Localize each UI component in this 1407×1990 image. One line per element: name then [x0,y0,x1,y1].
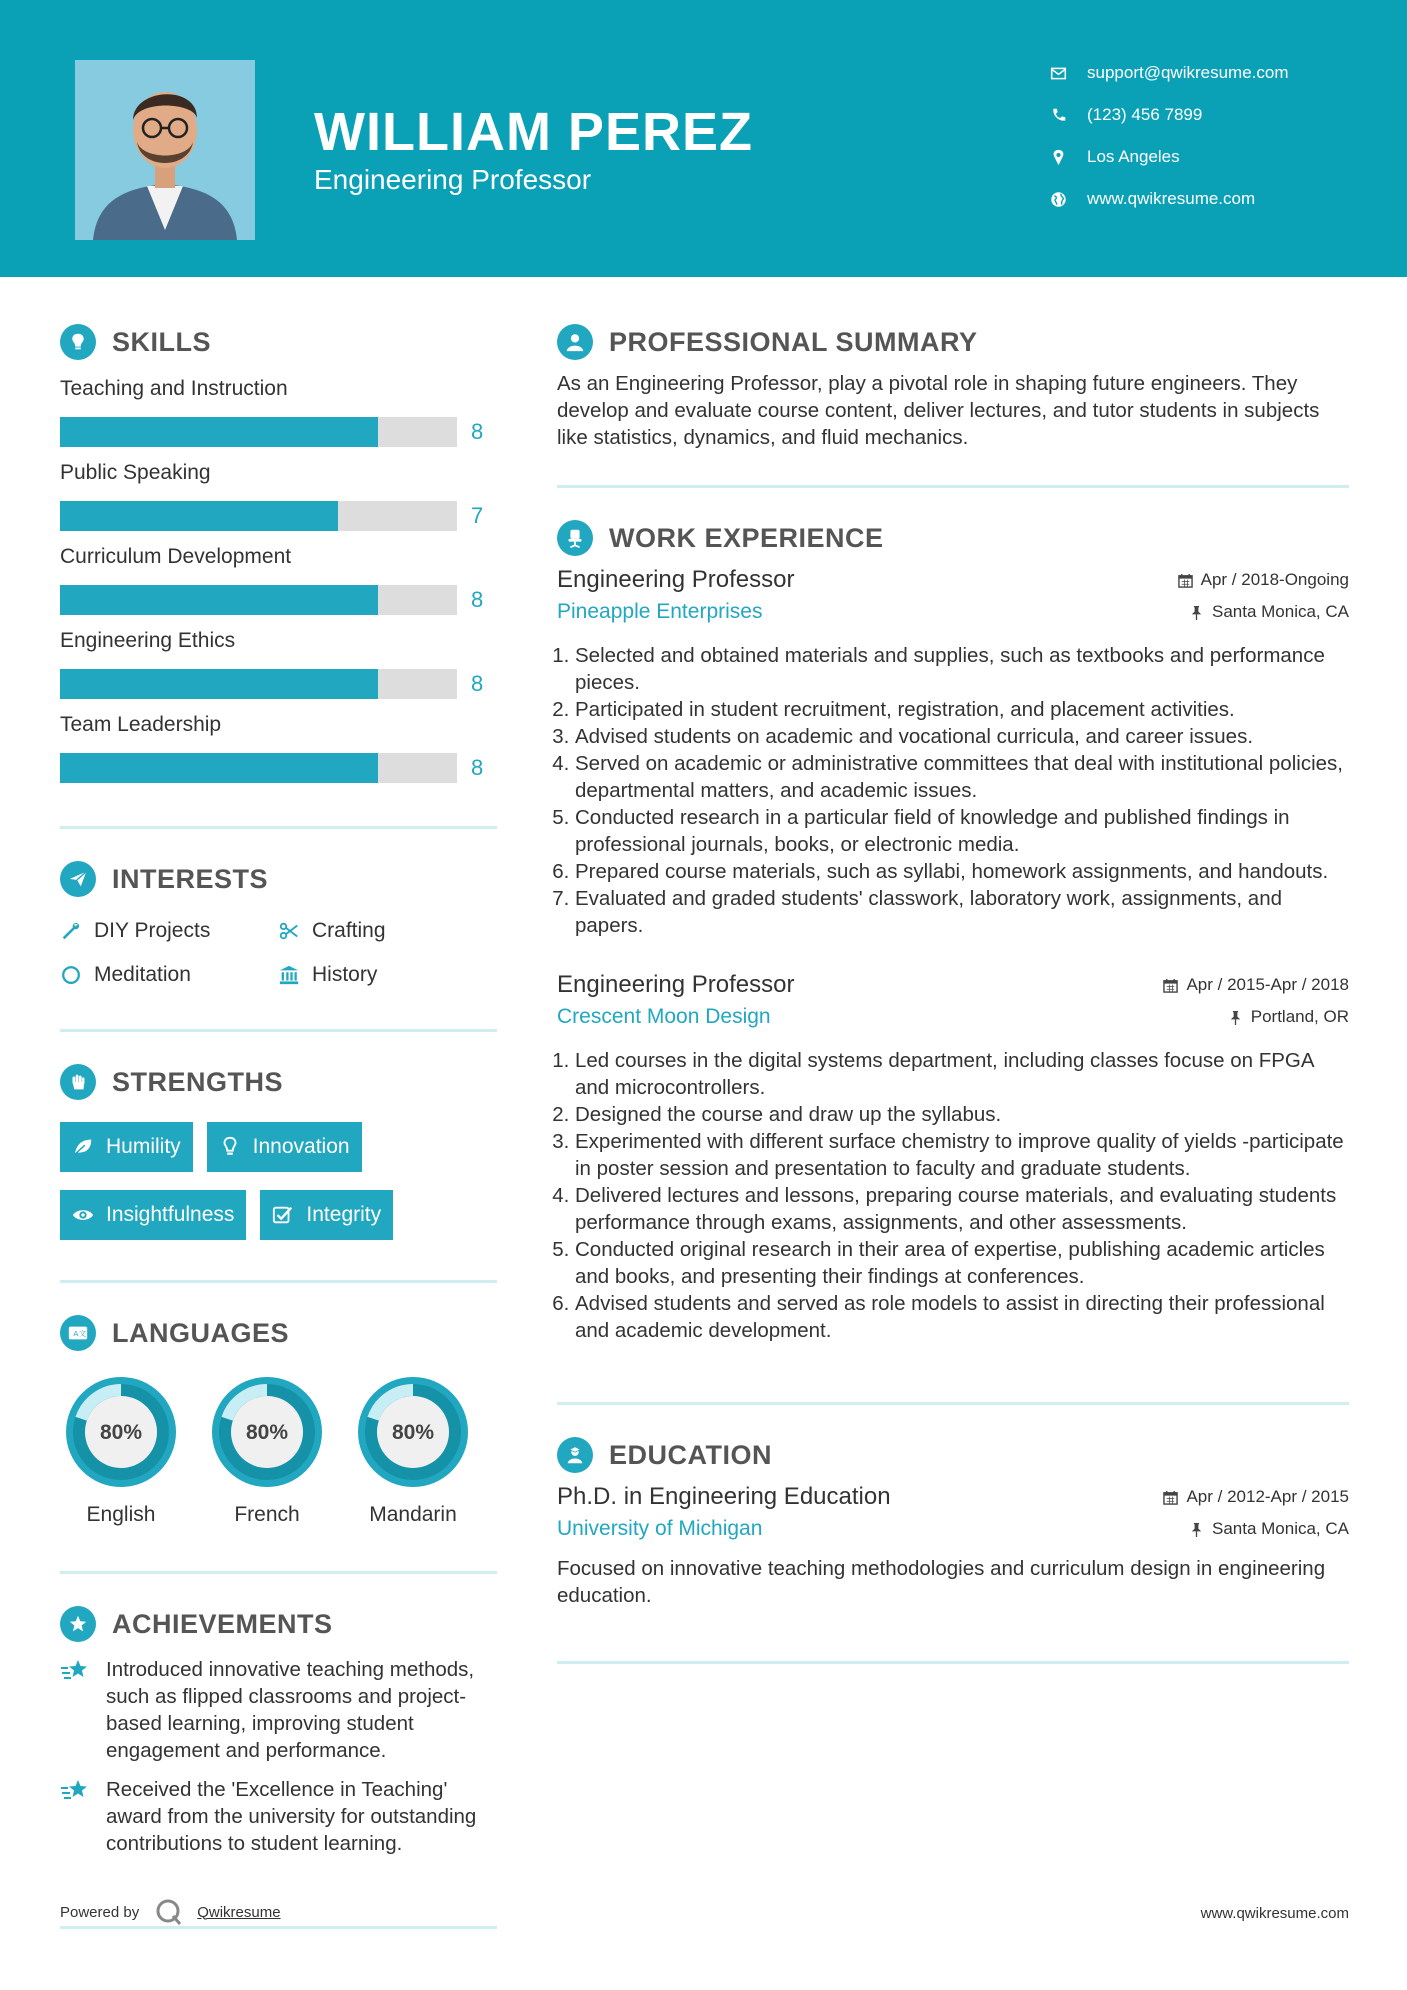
job-meta [1178,564,1349,628]
qwikresume-logo-icon [155,1898,183,1926]
education-header [557,1433,1349,1477]
contact-email-text: support@qwikresume.com [1087,63,1289,82]
shooting-star-icon [60,1778,90,1804]
skill-bar-row [60,752,497,784]
contact-location-text: Los Angeles [1087,147,1180,166]
languages-section [60,1311,497,1531]
museum-icon [278,964,300,986]
strength-tag [60,1190,246,1240]
language-donut [206,1371,328,1493]
job-dates [1163,969,1349,1001]
duty-item: 4. Served on academic or administrative committees that deal with institutional policies, departmental matters, and academic issues. [575,750,1349,804]
language-item [352,1371,474,1531]
shooting-star-icon [60,1658,90,1684]
contact-website[interactable] [1050,178,1370,220]
phone-icon [1050,107,1067,124]
job-location [1178,596,1349,628]
office-chair-icon [557,520,593,556]
section-divider [60,1029,497,1032]
skill-bar-row [60,416,497,448]
envelope-icon [1050,65,1067,82]
job-entry [557,969,1349,1344]
experience-section [557,516,1349,1344]
language-percent: 80% [391,1421,435,1444]
duty-item: 1. Led courses in the digital systems department, including classes focuse on FPGA and microcontrollers. [575,1047,1349,1101]
skill-value: 8 [471,419,484,444]
language-donut [352,1371,474,1493]
interest-label: Crafting [312,919,386,942]
strengths-title: STRENGTHS [112,1066,284,1097]
language-donut [60,1371,182,1493]
interests-title: INTERESTS [112,863,269,894]
skill-value: 8 [471,587,484,612]
duty-item: 2. Designed the course and draw up the syllabus. [575,1101,1349,1128]
skills-title: SKILLS [112,326,212,357]
lightbulb-icon [219,1136,241,1158]
right-column [557,320,1349,1664]
job-title: Engineering Professor [557,971,795,998]
job-header [557,969,1349,1033]
duty-item: 4. Delivered lectures and lessons, preparing course materials, and evaluating students performance through exams, assignments, and other assessments. [575,1182,1349,1236]
section-divider [60,1280,497,1283]
skill-bar-row [60,584,497,616]
language-item [206,1371,328,1531]
paper-plane-icon [60,861,96,897]
user-icon [557,324,593,360]
language-name: Mandarin [369,1503,457,1526]
contact-phone[interactable] [1050,94,1370,136]
skill-item [60,458,497,532]
achievement-text: Introduced innovative teaching methods, such as flipped classrooms and project-based learning, improving student engagement and performance. [106,1658,475,1762]
graduate-icon [557,1437,593,1473]
language-name: French [234,1503,300,1526]
job-header [557,564,1349,628]
person-portrait-icon [75,60,255,240]
strength-label: Innovation [252,1135,350,1158]
education-meta [1163,1481,1349,1545]
calendar-icon [1163,1490,1178,1505]
skill-name: Teaching and Instruction [60,377,288,400]
strength-label: Integrity [306,1203,382,1226]
achievements-header [60,1602,497,1646]
skill-bar-row [60,500,497,532]
achievement-item [60,1656,497,1764]
education-dates-text: Apr / 2012-Apr / 2015 [1186,1487,1349,1506]
skill-fill [60,417,378,447]
languages-list [60,1371,497,1531]
languages-header [60,1311,497,1355]
education-dates [1163,1481,1349,1513]
strength-label: Insightfulness [106,1203,235,1226]
interest-item [278,959,496,991]
summary-section [557,320,1349,451]
contact-email[interactable] [1050,52,1370,94]
duty-item: 7. Evaluated and graded students' classwork, laboratory work, assignments, and papers. [575,885,1349,939]
calendar-icon [1178,573,1193,588]
summary-title: PROFESSIONAL SUMMARY [609,326,978,357]
skill-bar-row [60,668,497,700]
pushpin-icon [1189,1522,1204,1537]
interest-item [278,915,496,947]
circle-icon [60,964,82,986]
strength-tag [207,1122,362,1172]
language-card-icon [60,1315,96,1351]
job-duties [557,642,1349,939]
strength-label: Humility [106,1135,181,1158]
language-percent: 80% [245,1421,289,1444]
strength-tag [260,1190,393,1240]
candidate-name: WILLIAM PEREZ [314,102,753,162]
summary-header [557,320,1349,364]
duty-item: 3. Advised students on academic and vocational curricula, and career issues. [575,723,1349,750]
summary-text: As an Engineering Professor, play a pivotal role in shaping future engineers. They develop and evaluate course content, deliver lectures, and tutor students in subjects like statistics, dynamics, and fluid mechanics. [557,372,1320,449]
duty-item: 6. Advised students and served as role models to assist in directing their professional and academic development. [575,1290,1349,1344]
education-location [1163,1513,1349,1545]
job-location-text: Santa Monica, CA [1211,602,1349,621]
education-degree: Ph.D. in Engineering Education [557,1483,891,1510]
strengths-header [60,1060,497,1104]
education-location-text: Santa Monica, CA [1211,1519,1349,1538]
duty-item: 5. Conducted research in a particular field of knowledge and published findings in professional journals, books, or electronic media. [575,804,1349,858]
svg-text:A: A [73,1328,79,1338]
skill-item [60,710,497,784]
strengths-list [60,1122,497,1240]
job-company: Pineapple Enterprises [557,600,763,623]
interest-label: DIY Projects [94,919,211,942]
education-title: EDUCATION [609,1439,772,1470]
strengths-section [60,1060,497,1240]
job-meta [1163,969,1349,1033]
job-entry [557,564,1349,939]
candidate-role: Engineering Professor [314,164,592,195]
contact-location [1050,136,1370,178]
contact-list [1050,52,1370,220]
footer-website[interactable]: www.qwikresume.com [1200,1905,1349,1922]
skill-fill [60,501,338,531]
skill-value: 7 [471,503,484,528]
eye-icon [72,1204,94,1226]
language-name: English [86,1503,156,1526]
language-percent: 80% [99,1421,143,1444]
globe-icon [1050,191,1067,208]
achievements-section [60,1602,497,1857]
skill-fill [60,753,378,783]
job-location-text: Portland, OR [1250,1007,1349,1026]
interest-item [60,959,278,991]
pushpin-icon [1189,605,1204,620]
job-title: Engineering Professor [557,566,795,593]
experience-title: WORK EXPERIENCE [609,522,884,553]
skill-track [60,669,457,699]
languages-title: LANGUAGES [112,1317,290,1348]
powered-by-label: Powered by [60,1903,140,1921]
section-divider [60,826,497,829]
skill-track [60,753,457,783]
skill-track [60,501,457,531]
achievement-text: Received the 'Excellence in Teaching' award from the university for outstanding contributions to student learning. [106,1778,477,1855]
interest-label: Meditation [94,963,191,986]
education-school: University of Michigan [557,1517,763,1540]
achievement-item [60,1776,497,1857]
interest-item [60,915,278,947]
section-divider [557,1661,1349,1664]
calendar-icon [1163,978,1178,993]
profile-photo [75,60,255,240]
education-description: Focused on innovative teaching methodologies and curriculum design in engineering education. [557,1557,1326,1607]
education-entry-header [557,1481,1349,1545]
skill-item [60,626,497,700]
skill-name: Curriculum Development [60,545,292,568]
education-section [557,1433,1349,1609]
footer-divider [60,1926,497,1929]
interest-label: History [312,963,378,986]
interests-list [60,915,497,991]
skill-fill [60,669,378,699]
svg-text:文: 文 [78,1328,87,1338]
skills-section [60,320,497,784]
job-dates-text: Apr / 2018-Ongoing [1200,570,1349,589]
duty-item: 6. Prepared course materials, such as syllabi, homework assignments, and handouts. [575,858,1349,885]
skill-track [60,417,457,447]
job-location [1163,1001,1349,1033]
contact-website-text: www.qwikresume.com [1087,189,1256,208]
raised-fist-icon [60,1064,96,1100]
education-entry [557,1481,1349,1609]
skill-fill [60,585,378,615]
skill-name: Public Speaking [60,461,211,484]
skill-item [60,374,497,448]
skill-item [60,542,497,616]
skills-list [60,374,497,784]
star-badge-icon [60,1606,96,1642]
achievements-list [60,1656,497,1857]
qwikresume-link[interactable]: Qwikresume [197,1903,281,1921]
duty-item: 5. Conducted original research in their area of expertise, publishing academic articles and books, and presenting their findings at conferences. [575,1236,1349,1290]
contact-phone-text: (123) 456 7899 [1087,105,1203,124]
interests-section [60,857,497,991]
leaf-icon [72,1136,94,1158]
checkbox-icon [272,1204,294,1226]
section-divider [60,1571,497,1574]
job-company: Crescent Moon Design [557,1005,771,1028]
achievements-title: ACHIEVEMENTS [112,1608,333,1639]
skill-name: Team Leadership [60,713,222,736]
job-dates [1178,564,1349,596]
wrench-icon [60,920,82,942]
skill-track [60,585,457,615]
pushpin-icon [1228,1010,1243,1025]
skills-header [60,320,497,364]
powered-by [60,1898,281,1926]
strength-tag [60,1122,193,1172]
section-divider [557,1402,1349,1405]
left-column [60,320,497,1857]
interests-header [60,857,497,901]
skill-value: 8 [471,671,484,696]
map-pin-icon [1050,149,1067,166]
duty-item: 2. Participated in student recruitment, registration, and placement activities. [575,696,1349,723]
skill-name: Engineering Ethics [60,629,236,652]
experience-header [557,516,1349,560]
job-duties [557,1047,1349,1344]
skill-value: 8 [471,755,484,780]
section-divider [557,485,1349,488]
duty-item: 1. Selected and obtained materials and supplies, such as textbooks and performance pieces. [575,642,1349,696]
job-dates-text: Apr / 2015-Apr / 2018 [1186,975,1349,994]
duty-item: 3. Experimented with different surface chemistry to improve quality of yields -participate in poster session and presentation to faculty and graduate students. [575,1128,1349,1182]
scissors-icon [278,920,300,942]
language-item [60,1371,182,1531]
lightbulb-icon [60,324,96,360]
resume-header [0,0,1407,277]
